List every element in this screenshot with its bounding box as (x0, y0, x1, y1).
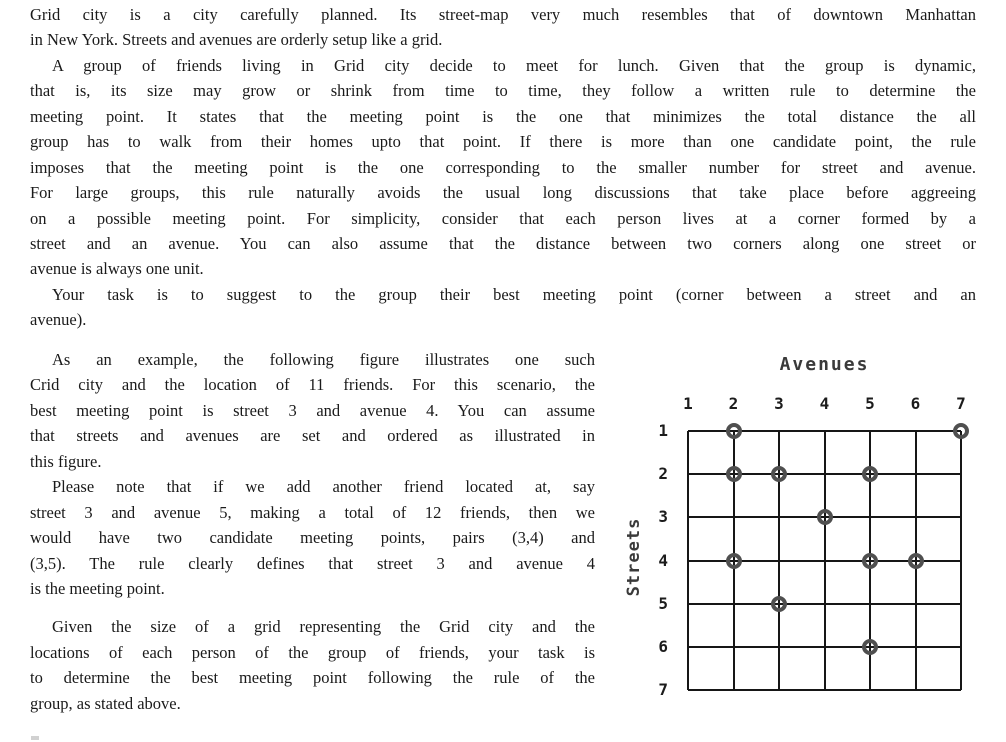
text-line: (3,5). The rule clearly defines that street 3 and avenue 4 (30, 553, 595, 573)
friend-marker (953, 423, 969, 439)
text-line: For large groups, this rule naturally avoids the usual long discussions that take place before aggreeing (30, 183, 976, 203)
text-line: Please note that if we add another friend located at, say (52, 477, 595, 497)
text-line: best meeting point is street 3 and avenue 4. You can assume (30, 400, 595, 420)
text-line: on a possible meeting point. For simplicity, consider that each person lives at a corner formed by a (30, 208, 976, 228)
avenue-tick-label: 6 (910, 394, 921, 413)
grid-line-horizontal (688, 603, 961, 605)
text-line: Given the size of a grid representing the Grid city and the (52, 617, 595, 637)
text-line: this figure. (30, 451, 102, 471)
paragraph (30, 282, 976, 333)
avenue-tick-label: 4 (819, 394, 830, 413)
avenue-tick-label: 3 (774, 394, 784, 413)
next-line-fragment (31, 736, 39, 740)
street-tick-label: 4 (658, 550, 668, 570)
figure-ylabel-streets: Streets (624, 517, 644, 597)
text-line: avenue is always one unit. (30, 259, 204, 279)
intro-paragraphs (30, 2, 976, 333)
street-tick-label: 2 (658, 464, 668, 484)
street-tick-label: 7 (658, 680, 668, 700)
text-line: Your task is to suggest to the group their best meeting point (corner between a street and an (52, 284, 976, 304)
text-line: street 3 and avenue 5, making a total of 12 friends, then we (30, 502, 595, 522)
paragraph (30, 474, 595, 601)
paragraph (30, 53, 976, 282)
text-line: is the meeting point. (30, 578, 165, 598)
friend-marker (908, 553, 924, 569)
friend-marker (771, 466, 787, 482)
figure-title-avenues: Avenues (779, 354, 870, 375)
friend-marker (862, 639, 878, 655)
example-paragraphs (30, 347, 595, 716)
avenue-tick-label: 1 (683, 394, 693, 413)
grid-line-horizontal (688, 689, 961, 691)
text-line: group, as stated above. (30, 693, 181, 713)
grid-city-figure (620, 350, 1006, 722)
text-line: imposes that the meeting point is the one corresponding to the smaller number for street and avenue. (30, 157, 976, 177)
street-tick-label: 3 (658, 507, 668, 527)
paragraph (30, 2, 976, 53)
street-tick-label: 5 (658, 593, 668, 613)
friend-marker (862, 553, 878, 569)
text-line: group has to walk from their homes upto that point. If there is more than one candidate point, the rule (30, 132, 976, 152)
friend-marker (726, 553, 742, 569)
street-tick-label: 6 (658, 636, 668, 656)
avenue-tick-label: 2 (728, 394, 739, 413)
text-line: A group of friends living in Grid city decide to meet for lunch. Given that the group is dynamic, (52, 55, 976, 75)
grid-line-horizontal (688, 646, 961, 648)
text-line: to determine the best meeting point following the rule of the (30, 668, 595, 688)
text-line: Crid city and the location of 11 friends. For this scenario, the (30, 375, 595, 395)
avenue-tick-label: 7 (956, 394, 966, 413)
friend-marker (726, 423, 742, 439)
text-line: meeting point. It states that the meeting point is the one that minimizes the total distance the all (30, 106, 976, 126)
text-line: As an example, the following figure illustrates one such (52, 350, 595, 369)
text-line: that streets and avenues are set and ordered as illustrated in (30, 426, 595, 446)
text-line: locations of each person of the group of friends, your task is (30, 642, 595, 662)
street-tick-label: 1 (658, 421, 668, 440)
text-line: in New York. Streets and avenues are orderly setup like a grid. (30, 30, 443, 50)
text-line: would have two candidate meeting points, pairs (3,4) and (30, 528, 595, 548)
text-line: avenue). (30, 310, 87, 330)
text-line: that is, its size may grow or shrink from time to time, they follow a written rule to determine the (30, 81, 976, 101)
friend-marker (771, 596, 787, 612)
avenue-tick-label: 5 (865, 394, 875, 413)
friend-marker (817, 509, 833, 525)
friend-marker (862, 466, 878, 482)
paragraph (30, 614, 595, 716)
paragraph (30, 347, 595, 474)
text-line: street and an avenue. You can also assume that the distance between two corners along one street or (30, 233, 976, 253)
text-line: Grid city is a city carefully planned. Its street-map very much resembles that of downtown Manhattan (30, 5, 976, 24)
friend-marker (726, 466, 742, 482)
